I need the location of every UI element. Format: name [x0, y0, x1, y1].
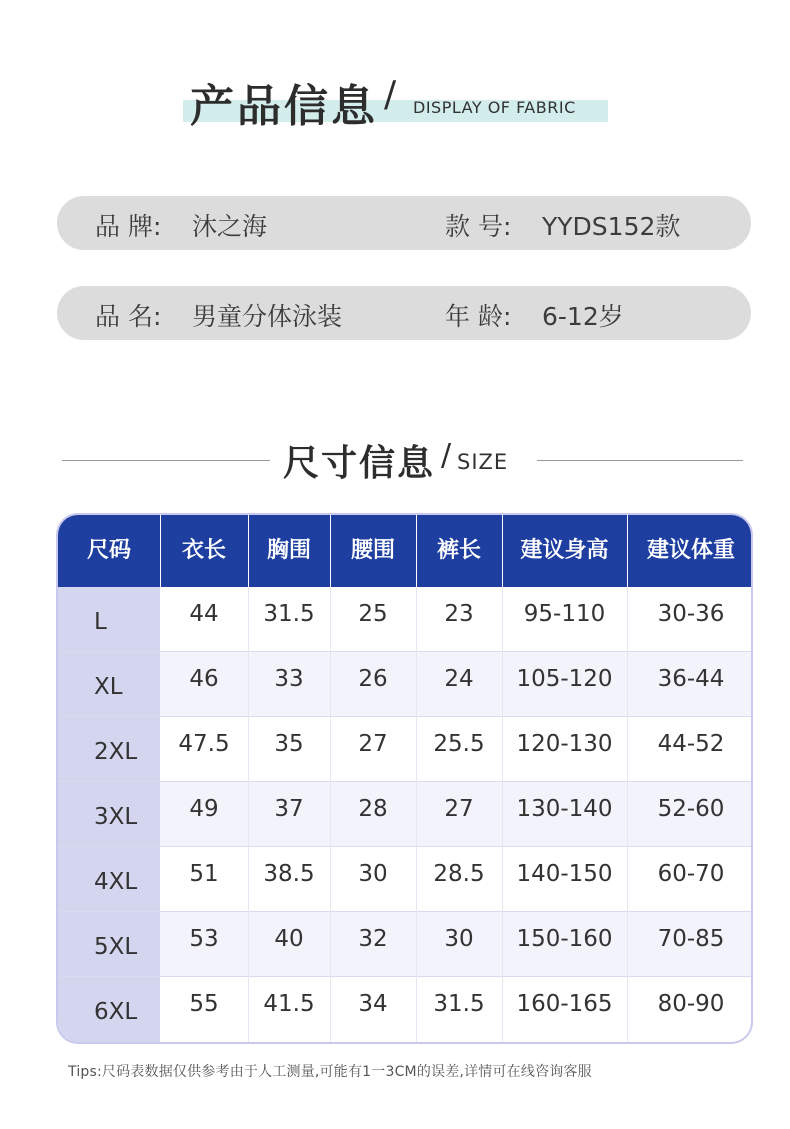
header-divider — [502, 515, 503, 587]
divider-right — [537, 460, 743, 461]
header-height: 建议身高 — [520, 538, 609, 563]
cell-height: 140-150 — [516, 861, 613, 887]
cell-chest: 37 — [274, 796, 304, 822]
cell-length: 46 — [189, 666, 219, 692]
cell-height: 160-165 — [516, 991, 613, 1017]
cell-length: 49 — [189, 796, 219, 822]
cell-pants-length: 31.5 — [433, 991, 485, 1017]
cell-size: 6XL — [94, 999, 138, 1025]
divider-left — [62, 460, 270, 461]
column-divider — [502, 587, 503, 1042]
cell-weight: 52-60 — [657, 796, 725, 822]
table-header — [58, 515, 751, 587]
product-info-title: 产品信息 — [190, 81, 378, 132]
size-info-subtitle: SIZE — [457, 450, 509, 474]
product-info-subtitle: DISPLAY OF FABRIC — [413, 98, 576, 117]
cell-chest: 38.5 — [263, 861, 315, 887]
cell-weight: 36-44 — [657, 666, 725, 692]
brand-value: 沐之海 — [192, 212, 268, 241]
header-length: 衣长 — [181, 538, 226, 563]
header-divider — [416, 515, 417, 587]
header-size: 尺码 — [86, 538, 131, 563]
column-divider — [416, 587, 417, 1042]
size-table — [56, 513, 753, 1044]
header-chest: 胸围 — [266, 538, 311, 563]
cell-waist: 30 — [358, 861, 388, 887]
cell-pants-length: 24 — [444, 666, 474, 692]
name-value: 男童分体泳装 — [192, 302, 343, 331]
name-label: 品 名: — [95, 302, 162, 331]
size-info-heading — [0, 430, 790, 490]
cell-length: 55 — [189, 991, 219, 1017]
brand-label: 品 牌: — [95, 212, 162, 241]
cell-height: 120-130 — [516, 731, 613, 757]
cell-size: 2XL — [94, 739, 138, 765]
cell-waist: 32 — [358, 926, 388, 952]
info-row-brand — [57, 196, 751, 250]
cell-height: 130-140 — [516, 796, 613, 822]
title-slash: / — [441, 438, 452, 473]
header-waist: 腰围 — [350, 538, 395, 563]
size-info-title: 尺寸信息 — [283, 443, 436, 484]
cell-weight: 60-70 — [657, 861, 725, 887]
cell-pants-length: 27 — [444, 796, 474, 822]
cell-weight: 80-90 — [657, 991, 725, 1017]
cell-pants-length: 28.5 — [433, 861, 485, 887]
cell-pants-length: 23 — [444, 601, 474, 627]
table-row — [58, 912, 751, 977]
table-row — [58, 977, 751, 1042]
cell-length: 47.5 — [178, 731, 230, 757]
cell-height: 95-110 — [523, 601, 606, 627]
column-divider — [627, 587, 628, 1042]
header-divider — [627, 515, 628, 587]
age-value: 6-12岁 — [542, 302, 624, 331]
cell-size: 4XL — [94, 869, 138, 895]
model-label: 款 号: — [445, 212, 512, 241]
cell-waist: 26 — [358, 666, 388, 692]
table-row — [58, 847, 751, 912]
cell-length: 51 — [189, 861, 219, 887]
cell-waist: 25 — [358, 601, 388, 627]
cell-size: 5XL — [94, 934, 138, 960]
column-divider — [330, 587, 331, 1042]
cell-pants-length: 30 — [444, 926, 474, 952]
cell-weight: 44-52 — [657, 731, 725, 757]
cell-size: XL — [94, 674, 123, 700]
table-row — [58, 717, 751, 782]
cell-size: L — [94, 609, 107, 635]
title-slash: / — [384, 74, 397, 115]
table-row — [58, 587, 751, 652]
cell-chest: 31.5 — [263, 601, 315, 627]
table-row — [58, 782, 751, 847]
cell-length: 53 — [189, 926, 219, 952]
cell-height: 105-120 — [516, 666, 613, 692]
cell-waist: 28 — [358, 796, 388, 822]
cell-chest: 33 — [274, 666, 304, 692]
tips-note: Tips:尺码表数据仅供参考由于人工测量,可能有1一3CM的误差,详情可在线咨询客服 — [68, 1064, 592, 1080]
header-weight: 建议体重 — [646, 538, 735, 563]
cell-pants-length: 25.5 — [433, 731, 485, 757]
cell-length: 44 — [189, 601, 219, 627]
cell-chest: 35 — [274, 731, 304, 757]
cell-height: 150-160 — [516, 926, 613, 952]
info-row-name — [57, 286, 751, 340]
header-divider — [248, 515, 249, 587]
cell-weight: 70-85 — [657, 926, 725, 952]
column-divider — [248, 587, 249, 1042]
cell-size: 3XL — [94, 804, 138, 830]
table-row — [58, 652, 751, 717]
header-pants-length: 裤长 — [436, 538, 481, 563]
cell-weight: 30-36 — [657, 601, 725, 627]
age-label: 年 龄: — [445, 302, 512, 331]
model-value: YYDS152款 — [542, 212, 681, 241]
cell-waist: 34 — [358, 991, 388, 1017]
header-divider — [160, 515, 161, 587]
header-divider — [330, 515, 331, 587]
cell-chest: 40 — [274, 926, 304, 952]
cell-chest: 41.5 — [263, 991, 315, 1017]
cell-waist: 27 — [358, 731, 388, 757]
product-info-heading — [0, 64, 790, 134]
